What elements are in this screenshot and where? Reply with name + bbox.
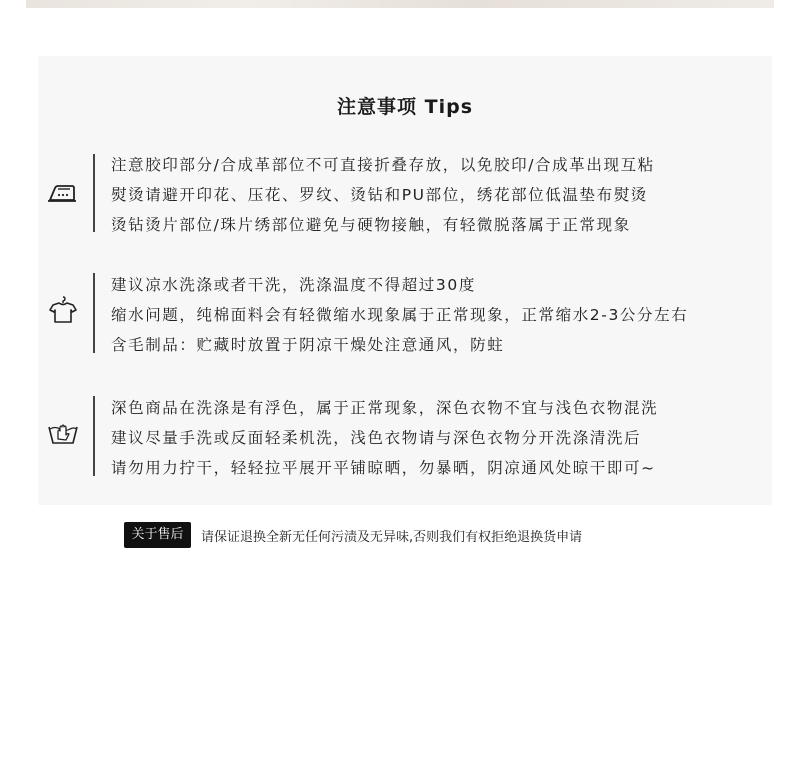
tip-line: 深色商品在洗涤是有浮色，属于正常现象，深色衣物不宜与浅色衣物混洗 xyxy=(111,399,659,417)
tip-line: 含毛制品：贮藏时放置于阴凉干燥处注意通风，防蛀 xyxy=(111,336,505,354)
top-image-strip xyxy=(26,0,774,8)
tip-line: 缩水问题，纯棉面料会有轻微缩水现象属于正常现象，正常缩水2-3公分左右 xyxy=(111,306,689,324)
tips-card xyxy=(38,56,772,505)
tip-line: 请勿用力拧干，轻轻拉平展开平铺晾晒，勿暴晒，阴凉通风处晾干即可~ xyxy=(111,459,656,477)
tshirt-hanger-icon xyxy=(46,294,80,324)
tips-section-washing xyxy=(38,269,772,359)
tips-title: 注意事项 Tips xyxy=(337,96,473,118)
iron-icon xyxy=(46,178,80,208)
after-sale-badge: 关于售后 xyxy=(124,522,191,548)
section-divider xyxy=(93,154,95,232)
tips-section-ironing xyxy=(38,150,772,240)
tips-section-color xyxy=(38,392,772,482)
section-divider xyxy=(93,396,95,476)
tip-line: 建议凉水洗涤或者干洗，洗涤温度不得超过30度 xyxy=(111,276,476,294)
section-divider xyxy=(93,273,95,353)
tip-line: 建议尽量手洗或反面轻柔机洗，浅色衣物请与深色衣物分开洗涤清洗后 xyxy=(111,429,642,447)
hand-wash-icon xyxy=(46,417,80,447)
after-sale-text: 请保证退换全新无任何污渍及无异味,否则我们有权拒绝退换货申请 xyxy=(201,530,583,545)
tip-line: 烫钻烫片部位/珠片绣部位避免与硬物接触，有轻微脱落属于正常现象 xyxy=(111,216,631,234)
tip-line: 注意胶印部分/合成革部位不可直接折叠存放，以免胶印/合成革出现互粘 xyxy=(111,156,655,174)
tip-line: 熨烫请避开印花、压花、罗纹、烫钻和PU部位，绣花部位低温垫布熨烫 xyxy=(111,186,648,204)
